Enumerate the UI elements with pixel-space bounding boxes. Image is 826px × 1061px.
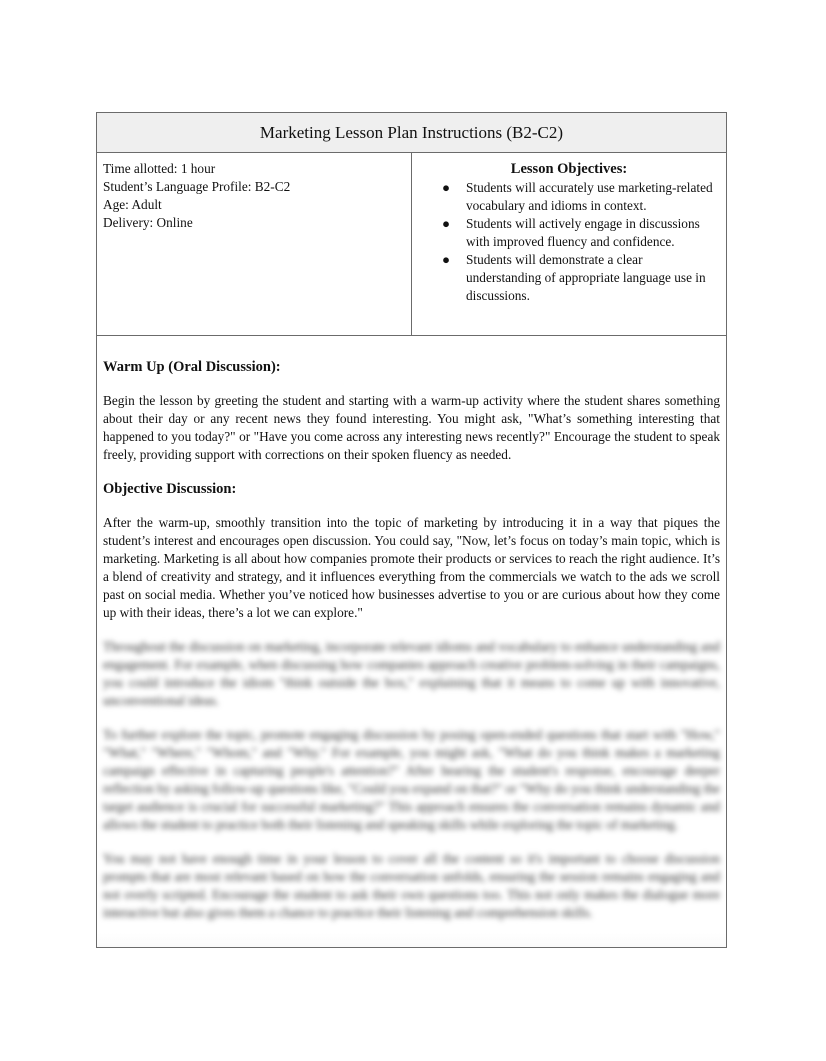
list-item	[420, 179, 718, 215]
lesson-plan-document	[96, 112, 727, 948]
delivery: Delivery: Online	[103, 215, 193, 230]
bullet-icon: ●	[441, 180, 451, 195]
bottom-fade	[97, 933, 726, 947]
language-profile: Student’s Language Profile: B2-C2	[103, 179, 291, 194]
idioms-paragraph: Throughout the discussion on marketing, incorporate relevant idioms and vocabulary to enhance understanding and engagement. For example, when discussing how companies approach creative problem-solving in their campaigns, you could introduce the idiom "think outside the box," explaining that it means to come up with innovative, unconventional ideas.	[103, 639, 720, 708]
objectives-list	[420, 179, 718, 305]
objective-discussion-heading: Objective Discussion:	[103, 481, 237, 497]
info-row	[97, 153, 726, 336]
time-paragraph: You may not have enough time in your lesson to cover all the content so it's important to choose discussion prompts that are most relevant based on how the conversation unfolds, ensuring the session remains engaging and not overly scripted. Encourage the student to ask their own questions too. This not only makes the dialogue more interactive but also gives them a chance to practice their listening and comprehension skills.	[103, 851, 720, 920]
lesson-details	[97, 153, 412, 335]
objective-text: Students will actively engage in discussions with improved fluency and confidence.	[466, 216, 700, 249]
time-allotted: Time allotted: 1 hour	[103, 161, 216, 176]
lesson-objectives	[412, 153, 726, 335]
warmup-heading: Warm Up (Oral Discussion):	[103, 359, 281, 375]
bullet-icon: ●	[441, 252, 451, 267]
objectives-heading: Lesson Objectives:	[510, 161, 628, 177]
document-title-row	[97, 113, 726, 153]
objective-discussion-intro: After the warm-up, smoothly transition into the topic of marketing by introducing it in a way that piques the student’s interest and encourages open discussion. You could say, "Now, let’s focus on today’s main topic, which is marketing. Marketing is all about how companies promote their products or services to reach the right audience. It’s a blend of creativity and strategy, and it influences everything from the commercials we watch to the ads we scroll past on social media. Whether you’ve noticed how businesses advertise to you or are curious about how they come up with their ideas, there’s a lot we can explore."	[103, 515, 721, 620]
objective-text: Students will demonstrate a clear understanding of appropriate language use in discussions.	[466, 252, 706, 303]
list-item	[420, 215, 718, 251]
objective-text: Students will accurately use marketing-related vocabulary and idioms in context.	[466, 180, 713, 213]
lesson-body	[97, 336, 726, 922]
list-item	[420, 251, 718, 305]
age: Age: Adult	[103, 197, 162, 212]
blurred-preview-content	[103, 638, 720, 922]
document-title: Marketing Lesson Plan Instructions (B2-C2)	[259, 122, 564, 142]
warmup-text: Begin the lesson by greeting the student and starting with a warm-up activity where the student shares something about their day or any recent news they found interesting. You might ask, "What’s something interesting that happened to you today?" or "Have you come across any interesting news recently?" Encourage the student to speak freely, providing support with corrections on their spoken fluency as needed.	[103, 393, 720, 462]
questions-paragraph: To further explore the topic, promote engaging discussion by posing open-ended questions that start with "How," "What," "Where," "Whom," and "Why." For example, you might ask, "What do you think makes a marketing campaign effective in capturing people's attention?" After hearing the student's response, encourage deeper reflection by asking follow-up questions like, "Could you expand on that?" or "Why do you think understanding the target audience is crucial for successful marketing?" This approach ensures the conversation remains dynamic and allows the student to practice both their listening and speaking skills while exploring the topic of marketing.	[103, 727, 720, 832]
bullet-icon: ●	[441, 216, 451, 231]
